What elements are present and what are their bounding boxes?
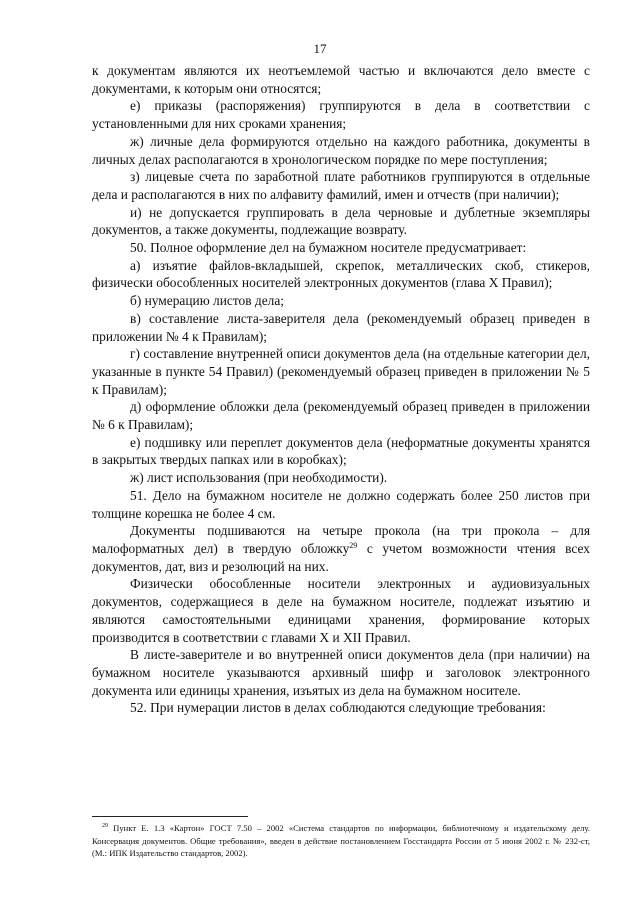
- paragraph: Физически обособленные носители электронных и аудиовизуальных документов, содержащиеся в деле на бумажном носителе, подлежат изъятию и являются самостоятельными единицами хранения, формирование которых производится в соответствии с главами X и XII Правил.: [92, 576, 590, 645]
- footnote-divider: [92, 816, 248, 817]
- paragraph: В листе-заверителе и во внутренней описи документов дела (при наличии) на бумажном носителе указываются архивный шифр и заголовок электронного документа или единицы хранения, изъятых из дела на бумажном носителе.: [92, 647, 590, 698]
- paragraph: д) оформление обложки дела (рекомендуемый образец приведен в приложении № 6 к Правилам);: [92, 399, 590, 433]
- paragraph: з) лицевые счета по заработной плате работников группируются в отдельные дела и располагаются в них по алфавиту фамилий, имен и отчеств (при наличии);: [92, 169, 590, 202]
- paragraph: 51. Дело на бумажном носителе не должно содержать более 250 листов при толщине корешка не более 4 см.: [92, 487, 590, 521]
- footnote-marker: 29: [102, 823, 108, 829]
- document-body: [92, 62, 590, 717]
- footnote-text: Пункт Е. 1.3 «Картон» ГОСТ 7.50 – 2002 «Система стандартов по информации, библиотечному и издательскому делу. Консервация документов. Общие требования», введен в действие постановлением Госстандарта России от 5 июня 2002 г. № 232-ст, (М.: ИПК Издательство стандартов, 2002).: [92, 823, 590, 859]
- paragraph: 52. При нумерации листов в делах соблюдаются следующие требования:: [130, 700, 546, 716]
- paragraph-with-footnote-ref: [92, 522, 590, 575]
- paragraph: б) нумерацию листов дела;: [130, 293, 284, 309]
- paragraph-text-start: Документы подшиваются на четыре прокола (на три прокола – для малоформатных дел) в твердую обложку: [92, 523, 590, 556]
- footnote-reference: 29: [349, 540, 358, 550]
- paragraph: ж) личные дела формируются отдельно на каждого работника, документы в личных делах располагаются в хронологическом порядке по мере поступления;: [92, 133, 590, 167]
- page-number: 17: [313, 41, 327, 56]
- footnote: [92, 822, 590, 860]
- paragraph: к документам являются их неотъемлемой частью и включаются дело вместе с документами, к которым они относятся;: [92, 63, 590, 96]
- paragraph-text-end: с учетом возможности чтения всех документов, дат, виз и резолюций на них.: [92, 540, 590, 574]
- paragraph: а) изъятие файлов-вкладышей, скрепок, металлических скоб, стикеров, физически обособленных носителей электронных документов (глава X Правил);: [92, 257, 590, 291]
- paragraph: е) подшивку или переплет документов дела (неформатные документы хранятся в закрытых твердых папках или в коробках);: [92, 434, 590, 468]
- paragraph: г) составление внутренней описи документов дела (на отдельные категории дел, указанные в пункте 54 Правил) (рекомендуемый образец приведен в приложении № 5 к Правилам);: [92, 346, 590, 397]
- paragraph: в) составление листа-заверителя дела (рекомендуемый образец приведен в приложении № 4 к Правилам);: [92, 310, 590, 344]
- paragraph: и) не допускается группировать в дела черновые и дублетные экземпляры документов, а также документы, подлежащие возврату.: [92, 204, 590, 238]
- paragraph: 50. Полное оформление дел на бумажном носителе предусматривает:: [130, 240, 527, 256]
- paragraph: ж) лист использования (при необходимости).: [130, 470, 388, 486]
- paragraph: е) приказы (распоряжения) группируются в дела в соответствии с установленными для них сроками хранения;: [92, 98, 590, 132]
